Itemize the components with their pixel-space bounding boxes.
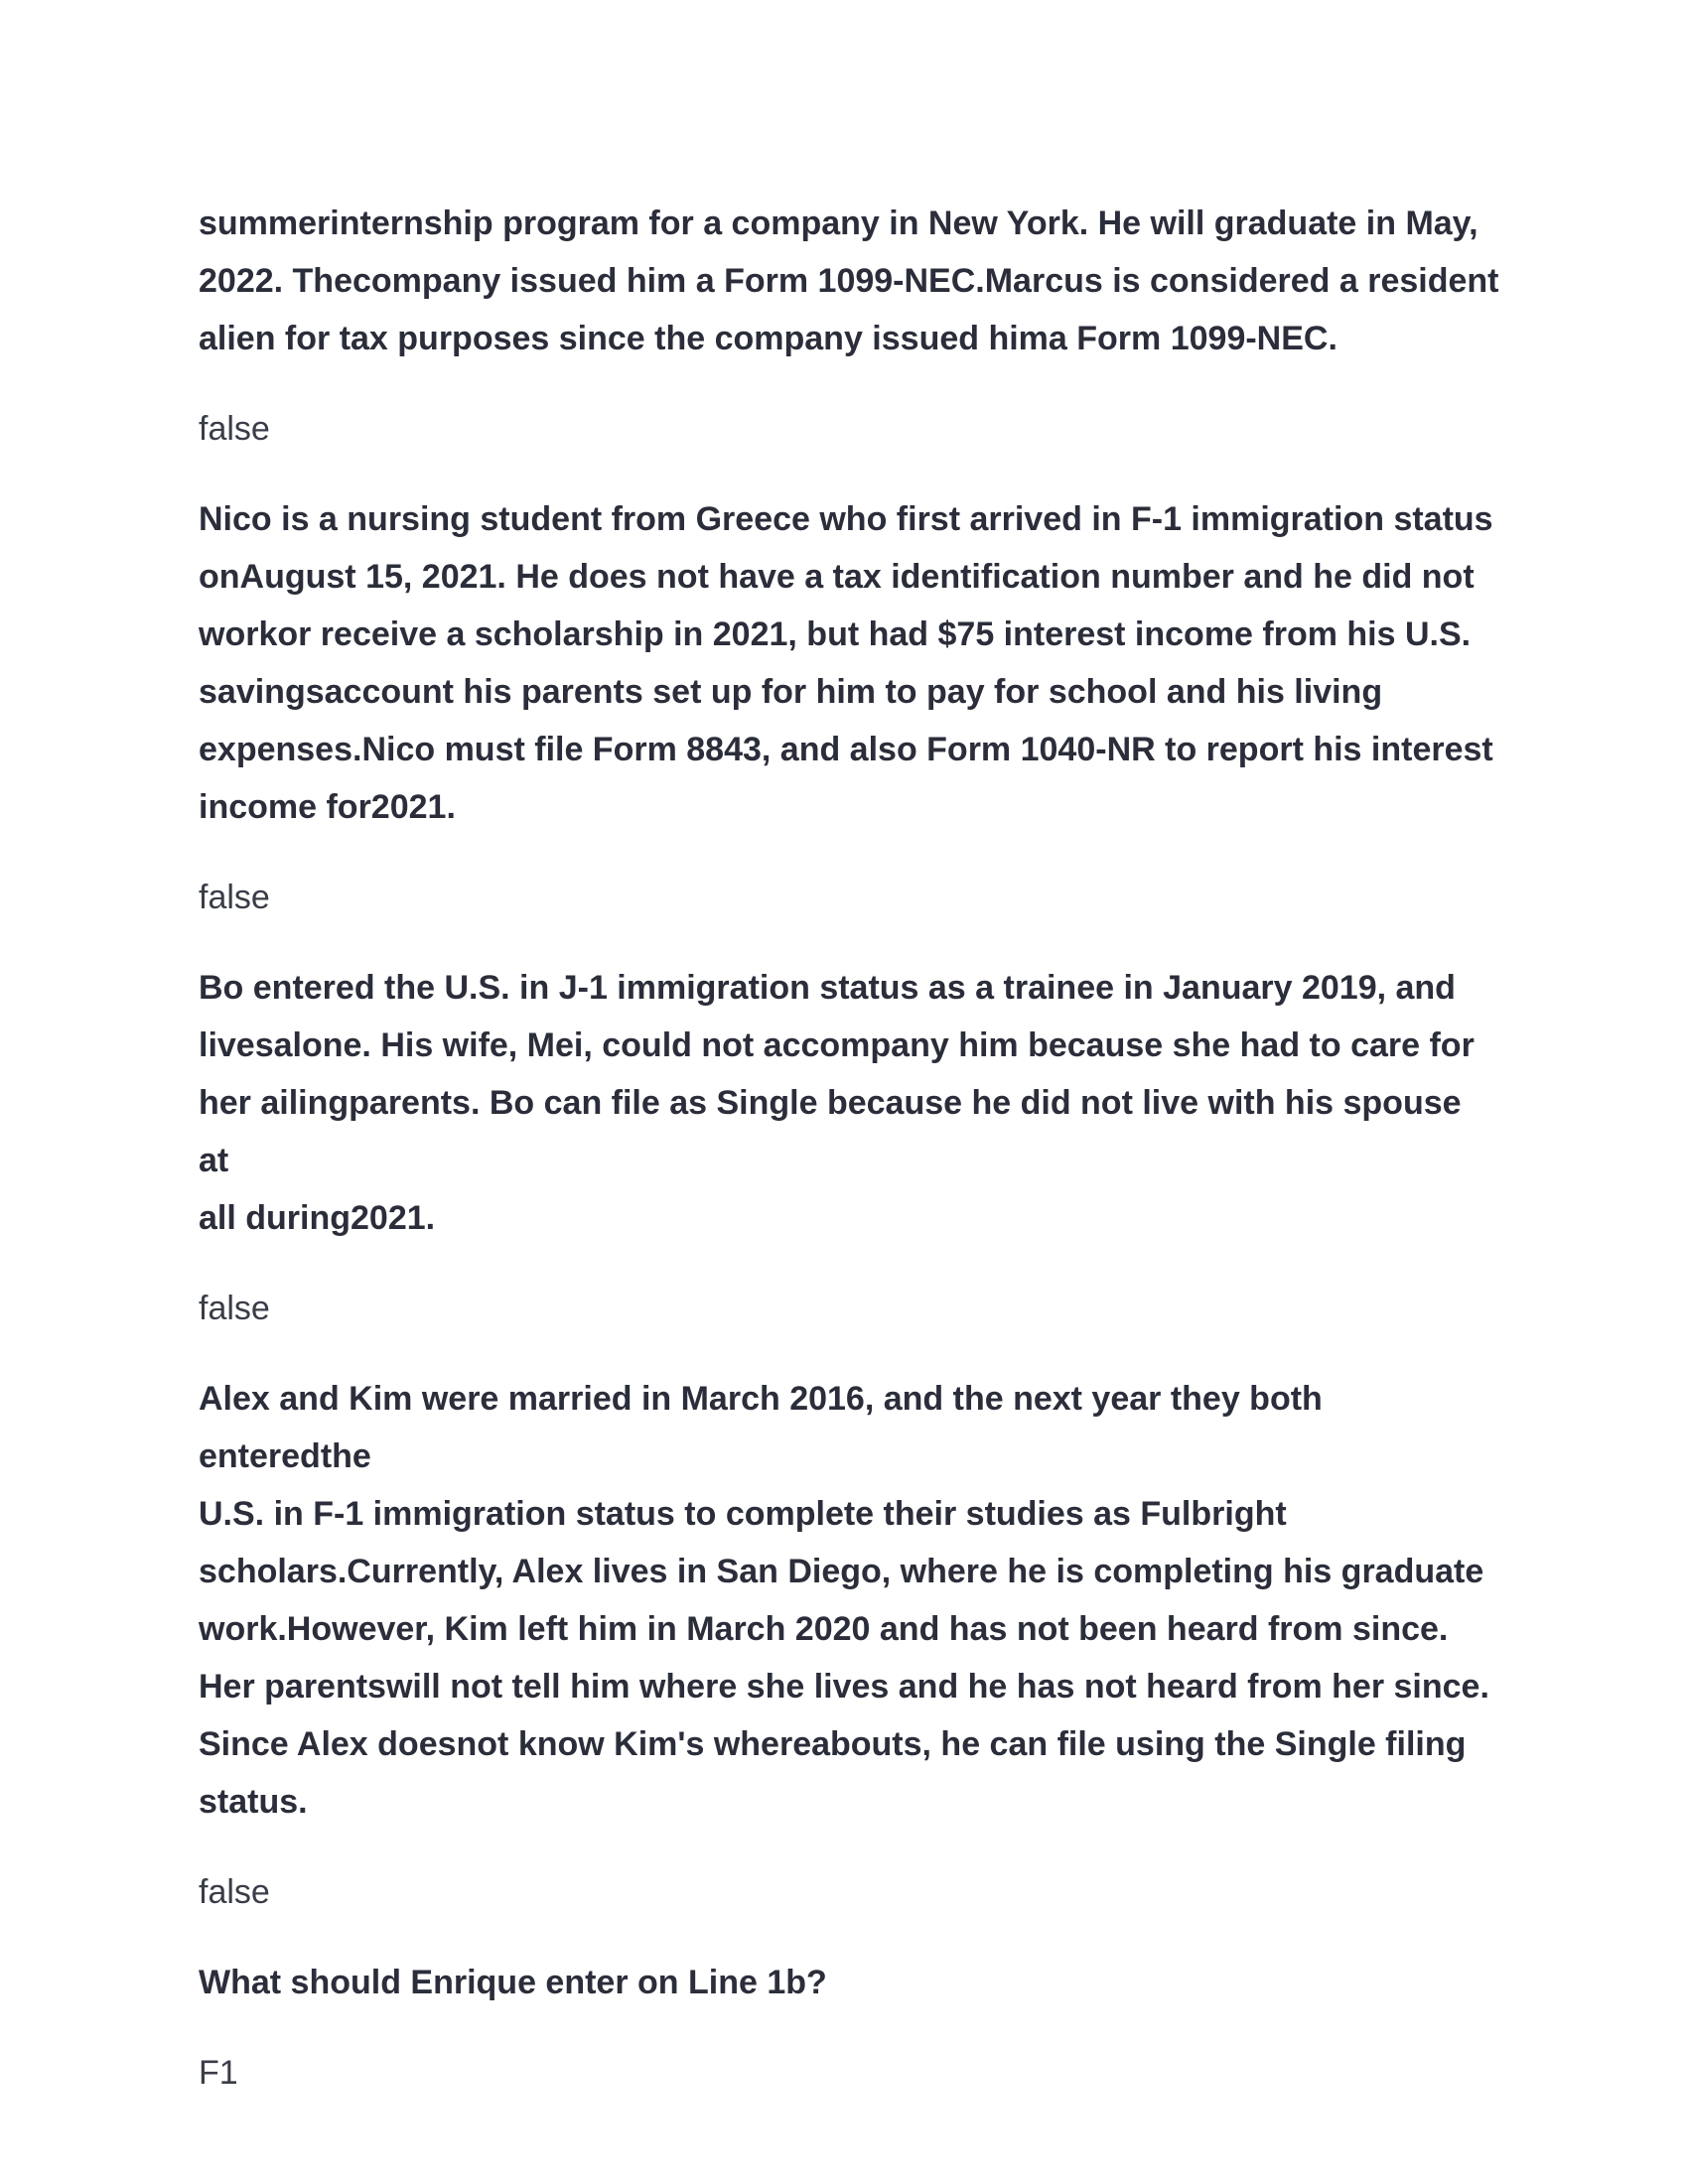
question-line: onAugust 15, 2021. He does not have a tax identification number and he did not — [199, 558, 1475, 596]
question-line: livesalone. His wife, Mei, could not accompany him because she had to care for — [199, 1026, 1475, 1064]
question-line: Her parentswill not tell him where she lives and he has not heard from her since. — [199, 1668, 1489, 1706]
question-line: work.However, Kim left him in March 2020 and has not been heard from since. — [199, 1610, 1449, 1648]
question-line: her ailingparents. Bo can file as Single because he did not live with his spouse at — [199, 1084, 1462, 1179]
question-line: 2022. Thecompany issued him a Form 1099-NEC.Marcus is considered a resident — [199, 262, 1499, 300]
answer-text: F1 — [199, 2054, 238, 2092]
answer-text: false — [199, 410, 270, 448]
question-line: income for2021. — [199, 788, 456, 826]
question-line: Since Alex doesnot know Kim's whereabouts, he can file using the Single filing — [199, 1725, 1467, 1763]
question-line: U.S. in F-1 immigration status to complete their studies as Fulbright — [199, 1495, 1287, 1533]
qa-item — [199, 1954, 1499, 2102]
question-line: alien for tax purposes since the company issued hima Form 1099-NEC. — [199, 320, 1337, 357]
answer-text: false — [199, 1873, 270, 1911]
question-line: workor receive a scholarship in 2021, but had $75 interest income from his U.S. — [199, 615, 1472, 653]
question-line: Bo entered the U.S. in J-1 immigration status as a trainee in January 2019, and — [199, 969, 1456, 1007]
answer-text: false — [199, 879, 270, 916]
question-line: Nico is a nursing student from Greece who first arrived in F-1 immigration status — [199, 500, 1493, 538]
answer-text: false — [199, 1290, 270, 1327]
question-line: all during2021. — [199, 1199, 436, 1237]
document-content — [199, 195, 1499, 2102]
question-line: scholars.Currently, Alex lives in San Diego, where he is completing his graduate — [199, 1553, 1484, 1590]
qa-item — [199, 1370, 1499, 1954]
question-line: savingsaccount his parents set up for him to pay for school and his living — [199, 673, 1383, 711]
question-line: summerinternship program for a company in New York. He will graduate in May, — [199, 205, 1478, 242]
question-line: Alex and Kim were married in March 2016, and the next year they both enteredthe — [199, 1380, 1323, 1475]
qa-item — [199, 195, 1499, 490]
qa-item — [199, 490, 1499, 959]
question-line: What should Enrique enter on Line 1b? — [199, 1964, 827, 2001]
question-line: expenses.Nico must file Form 8843, and also Form 1040-NR to report his interest — [199, 731, 1493, 768]
question-line: status. — [199, 1783, 308, 1821]
qa-item — [199, 959, 1499, 1370]
